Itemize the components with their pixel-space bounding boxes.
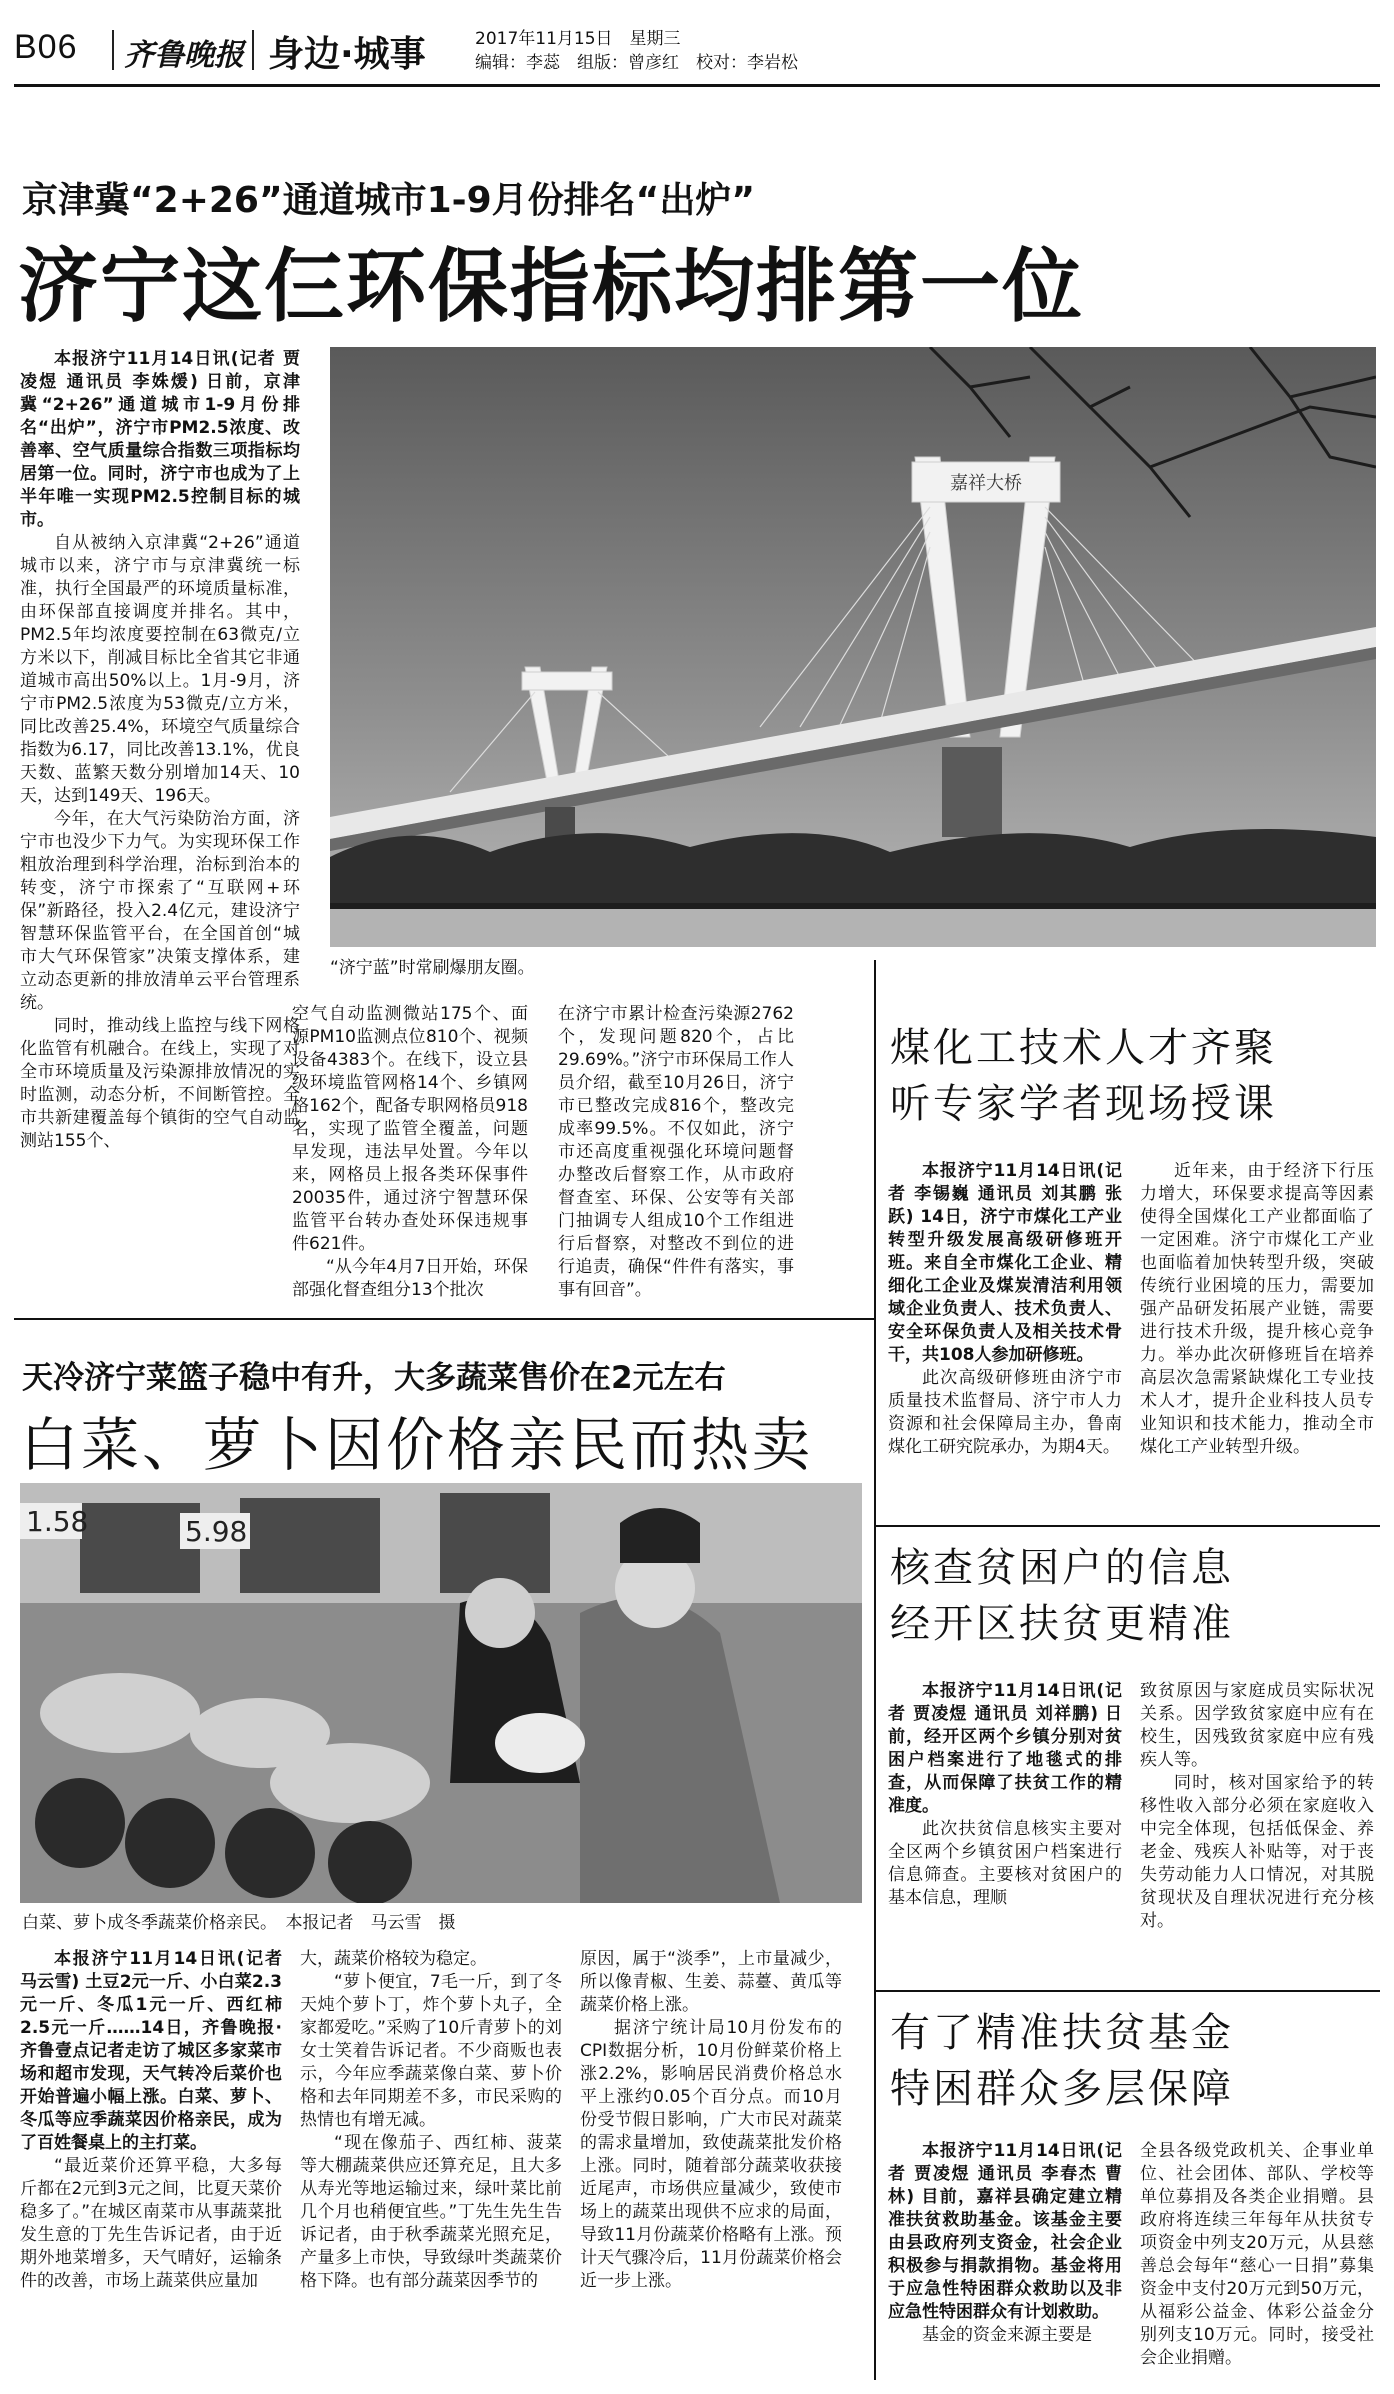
article-2-paragraph: “最近菜价还算平稳，大多每斤都在2元到3元之间，比夏天菜价稳多了。”在城区南菜市从事蔬菜批发生意的丁先生告诉记者，由于近期外地菜增多，天气晴好，运输条件的改善，市场上蔬菜供应量加 bbox=[20, 2156, 282, 2291]
article-4-paragraph: 此次扶贫信息核实主要对全区两个乡镇贫困户档案进行信息筛查。主要核对贫困户的基本信息，理顺 bbox=[888, 1819, 1122, 1908]
price-tag-2: 5.98 bbox=[185, 1515, 248, 1548]
article-5-headline bbox=[890, 2005, 1234, 2117]
article-1-paragraph: 在济宁市累计检查污染源2762个，发现问题820个，占比29.69%。”济宁市环保局工作人员介绍，截至10月26日，济宁市已整改完成816个，整改完成率99.5%。不仅如此，济宁市还高度重视强化环境问题督办整改后督察工作，从市政府督查室、环保、公安等有关部门抽调专人组成10个工作组进行后督察，对整改不到位的进行追责，确保“件件有落实，事事有回音”。 bbox=[558, 1004, 794, 1300]
article-3-paragraph: 近年来，由于经济下行压力增大，环保要求提高等因素使得全国煤化工产业都面临了一定困难。济宁市煤化工产业也面临着加快转型升级，突破传统行业困境的压力，需要加强产品研发拓展产业链，需要进行技术升级，提升核心竞争力。举办此次研修班旨在培养高层次急需紧缺煤化工专业技术人才，提升企业科技人员专业知识和技术能力，推动全市煤化工产业转型升级。 bbox=[1140, 1161, 1374, 1457]
paper-logo: 齐鲁晚报 bbox=[124, 38, 244, 73]
section-title: 身边·城事 bbox=[268, 34, 426, 75]
bridge-illustration bbox=[330, 347, 1376, 947]
article-4-paragraph: 同时，核对国家给予的转移性收入部分必须在家庭收入中完全体现，包括低保金、养老金、残疾人补贴等，对于丧失劳动能力人口情况，对其脱贫现状及自理状况进行充分核对。 bbox=[1140, 1773, 1374, 1931]
article-5-column-2 bbox=[1140, 2140, 1374, 2384]
article-1-paragraph: 自从被纳入京津冀“2+26”通道城市以来，济宁市与京津冀统一标准，执行全国最严的环境质量标准，由环保部直接调度并排名。其中，PM2.5年均浓度要控制在63微克/立方米以下，削减目标比全省其它非通道城市高出50%以上。1月-9月，济宁市PM2.5浓度为53微克/立方米，同比改善25.4%，环境空气质量综合指数为6.17，同比改善13.1%，优良天数、蓝繁天数分别增加14天、10天，达到149天、196天。 bbox=[20, 533, 300, 806]
article-1-column-1 bbox=[20, 348, 300, 1310]
issue-date: 2017年11月15日 星期三 bbox=[475, 29, 681, 49]
article-4-column-1 bbox=[888, 1680, 1122, 1990]
article-3-column-2 bbox=[1140, 1160, 1374, 1520]
bridge-photo bbox=[330, 347, 1376, 947]
article-2-column-1 bbox=[20, 1948, 282, 2378]
section-rule bbox=[876, 1525, 1380, 1527]
article-2-headline: 白菜、萝卜因价格亲民而热卖 bbox=[20, 1411, 814, 1479]
article-5-paragraph: 本报济宁11月14日讯(记者 贾凌煜 通讯员 李春杰 曹林) 目前，嘉祥县确定建立精准扶贫救助基金。该基金主要由县政府列支资金，社会企业积极参与捐款捐物。基金将用于应急性特困群众救助以及非应急性特困群众有计划救助。 bbox=[888, 2141, 1122, 2322]
article-2-paragraph: “萝卜便宜，7毛一斤，到了冬天炖个萝卜丁，炸个萝卜丸子，全家都爱吃。”采购了10斤青萝卜的刘女士笑着告诉记者。不少商贩也表示，今年应季蔬菜像白菜、萝卜价格和去年同期差不多，市民采购的热情也有增无减。 bbox=[300, 1972, 562, 2130]
article-2-column-3 bbox=[580, 1948, 842, 2378]
section-rule bbox=[876, 1990, 1380, 1992]
article-2-paragraph: 原因，属于“淡季”，上市量减少，所以像青椒、生姜、蒜薹、黄瓜等蔬菜价格上涨。 bbox=[580, 1949, 842, 2015]
article-3-paragraph: 本报济宁11月14日讯(记者 李锡巍 通讯员 刘其鹏 张跃) 14日，济宁市煤化工产业转型升级发展高级研修班开班。来自全市煤化工企业、精细化工企业及煤炭清洁利用领域企业负责人、技术负责人、安全环保负责人及相关技术骨干，共108人参加研修班。 bbox=[888, 1161, 1122, 1365]
article-4-headline bbox=[890, 1540, 1234, 1652]
article-1-paragraph: 今年，在大气污染防治方面，济宁市也没少下力气。为实现环保工作粗放治理到科学治理，治标到治本的转变，济宁市探索了“互联网+环保”新路径，投入2.4亿元，建设济宁智慧环保监管平台，在全国首创“城市大气环保管家”决策支撑体系，建立动态更新的排放清单云平台管理系统。 bbox=[20, 809, 300, 1013]
masthead-divider bbox=[112, 30, 114, 70]
article-2-column-2 bbox=[300, 1948, 562, 2378]
price-tag-1: 1.58 bbox=[26, 1505, 89, 1538]
article-1-kicker: 京津冀“2+26”通道城市1-9月份排名“出炉” bbox=[22, 180, 755, 221]
market-photo bbox=[20, 1483, 862, 1903]
market-illustration bbox=[20, 1483, 862, 1903]
article-3-column-1 bbox=[888, 1160, 1122, 1520]
article-2-paragraph: 本报济宁11月14日讯(记者 马云雪) 土豆2元一斤、小白菜2.3元一斤、冬瓜1元一斤、西红柿2.5元一斤……14日，齐鲁晚报·齐鲁壹点记者走访了城区多家菜市场和超市发现，天气转冷后菜价也开始普遍小幅上涨。白菜、萝卜、冬瓜等应季蔬菜因价格亲民，成为了百姓餐桌上的主打菜。 bbox=[20, 1949, 282, 2153]
article-3-headline-line-1: 煤化工技术人才齐聚 bbox=[890, 1025, 1277, 1071]
article-2-paragraph: 据济宁统计局10月份发布的CPI数据分析，10月份鲜菜价格上涨2.2%，影响居民消费价格总水平上涨约0.05个百分点。而10月份受节假日影响，广大市民对蔬菜的需求量增加，致使蔬菜批发价格上涨。同时，随着部分蔬菜收获接近尾声，市场供应量减少，致使市场上的蔬菜出现供不应求的局面，导致11月份蔬菜价格略有上涨。预计天气骤冷后，11月份蔬菜价格会近一步上涨。 bbox=[580, 2018, 842, 2291]
article-4-headline-line-2: 经开区扶贫更精准 bbox=[890, 1601, 1234, 1647]
article-3-paragraph: 此次高级研修班由济宁市质量技术监督局、济宁市人力资源和社会保障局主办，鲁南煤化工研究院承办，为期4天。 bbox=[888, 1368, 1122, 1457]
article-4-paragraph: 本报济宁11月14日讯(记者 贾凌煜 通讯员 刘祥鹏) 日前，经开区两个乡镇分别对贫困户档案进行了地毯式的排查，从而保障了扶贫工作的精准度。 bbox=[888, 1681, 1122, 1816]
article-1-paragraph: 空气自动监测微站175个、面源PM10监测点位810个、视频设备4383个。在线下，设立县级环境监管网格14个、乡镇网格162个，配备专职网格员918名，实现了监管全覆盖，问题早发现，违法早处置。今年以来，网格员上报各类环保事件20035件，通过济宁智慧环保监管平台转办查处环保违规事件621件。 bbox=[292, 1004, 528, 1254]
bridge-sign-text: 嘉祥大桥 bbox=[950, 473, 1022, 494]
article-5-paragraph: 基金的资金来源主要是 bbox=[922, 2325, 1092, 2345]
article-5-headline-line-2: 特困群众多层保障 bbox=[890, 2066, 1234, 2112]
article-1-paragraph: “从今年4月7日开始，环保部强化督查组分13个批次 bbox=[292, 1257, 528, 1300]
article-4-paragraph: 致贫原因与家庭成员实际状况关系。因学致贫家庭中应有在校生，因残致贫家庭中应有残疾人等。 bbox=[1140, 1681, 1374, 1770]
article-2-kicker: 天冷济宁菜篮子稳中有升，大多蔬菜售价在2元左右 bbox=[22, 1360, 726, 1396]
article-5-column-1 bbox=[888, 2140, 1122, 2384]
article-5-headline-line-1: 有了精准扶贫基金 bbox=[890, 2010, 1234, 2056]
editor-credits: 编辑：李蕊 组版：曾彦红 校对：李岩松 bbox=[475, 53, 798, 73]
article-5-paragraph: 全县各级党政机关、企事业单位、社会团体、部队、学校等单位募捐及各类企业捐赠。县政府将连续三年每年从扶贫专项资金中列支20万元，从县慈善总会每年“慈心一日捐”募集资金中支付20万元到50万元，从福彩公益金、体彩公益金分别列支10万元。同时，接受社会企业捐赠。 bbox=[1140, 2141, 1374, 2368]
article-1-column-3 bbox=[558, 1003, 794, 1303]
article-1-column-2 bbox=[292, 1003, 528, 1303]
article-1-paragraph: 本报济宁11月14日讯(记者 贾凌煜 通讯员 李姝煖) 日前，京津冀“2+26”通道城市1-9月份排名“出炉”，济宁市PM2.5浓度、改善率、空气质量综合指数三项指标均居第一位。同时，济宁市也成为了上半年唯一实现PM2.5控制目标的城市。 bbox=[20, 349, 300, 530]
bridge-photo-caption: “济宁蓝”时常刷爆朋友圈。 bbox=[330, 958, 535, 978]
article-2-paragraph: 大，蔬菜价格较为稳定。 bbox=[300, 1949, 487, 1969]
masthead-divider bbox=[252, 30, 254, 70]
article-2-paragraph: “现在像茄子、西红柿、菠菜等大棚蔬菜供应还算充足，且大多从寿光等地运输过来，绿叶菜比前几个月也稍便宜些。”丁先生先生告诉记者，由于秋季蔬菜光照充足，产量多上市快，导致绿叶类蔬菜价格下降。也有部分蔬菜因季节的 bbox=[300, 2133, 562, 2291]
section-rule bbox=[14, 1318, 874, 1320]
article-3-headline bbox=[890, 1020, 1277, 1132]
market-photo-caption: 白菜、萝卜成冬季蔬菜价格亲民。 本报记者 马云雪 摄 bbox=[22, 1913, 456, 1933]
article-3-headline-line-2: 听专家学者现场授课 bbox=[890, 1081, 1277, 1127]
page-number: B06 bbox=[14, 28, 78, 66]
column-rule bbox=[874, 960, 876, 2380]
header-rule bbox=[14, 84, 1380, 87]
article-1-headline: 济宁这仨环保指标均排第一位 bbox=[18, 240, 1084, 333]
article-4-headline-line-1: 核查贫困户的信息 bbox=[890, 1545, 1234, 1591]
article-1-paragraph: 同时，推动线上监控与线下网格化监管有机融合。在线上，实现了对全市环境质量及污染源排放情况的实时监测，动态分析，不间断管控。全市共新建覆盖每个镇街的空气自动监测站155个、 bbox=[20, 1016, 300, 1151]
article-4-column-2 bbox=[1140, 1680, 1374, 1990]
